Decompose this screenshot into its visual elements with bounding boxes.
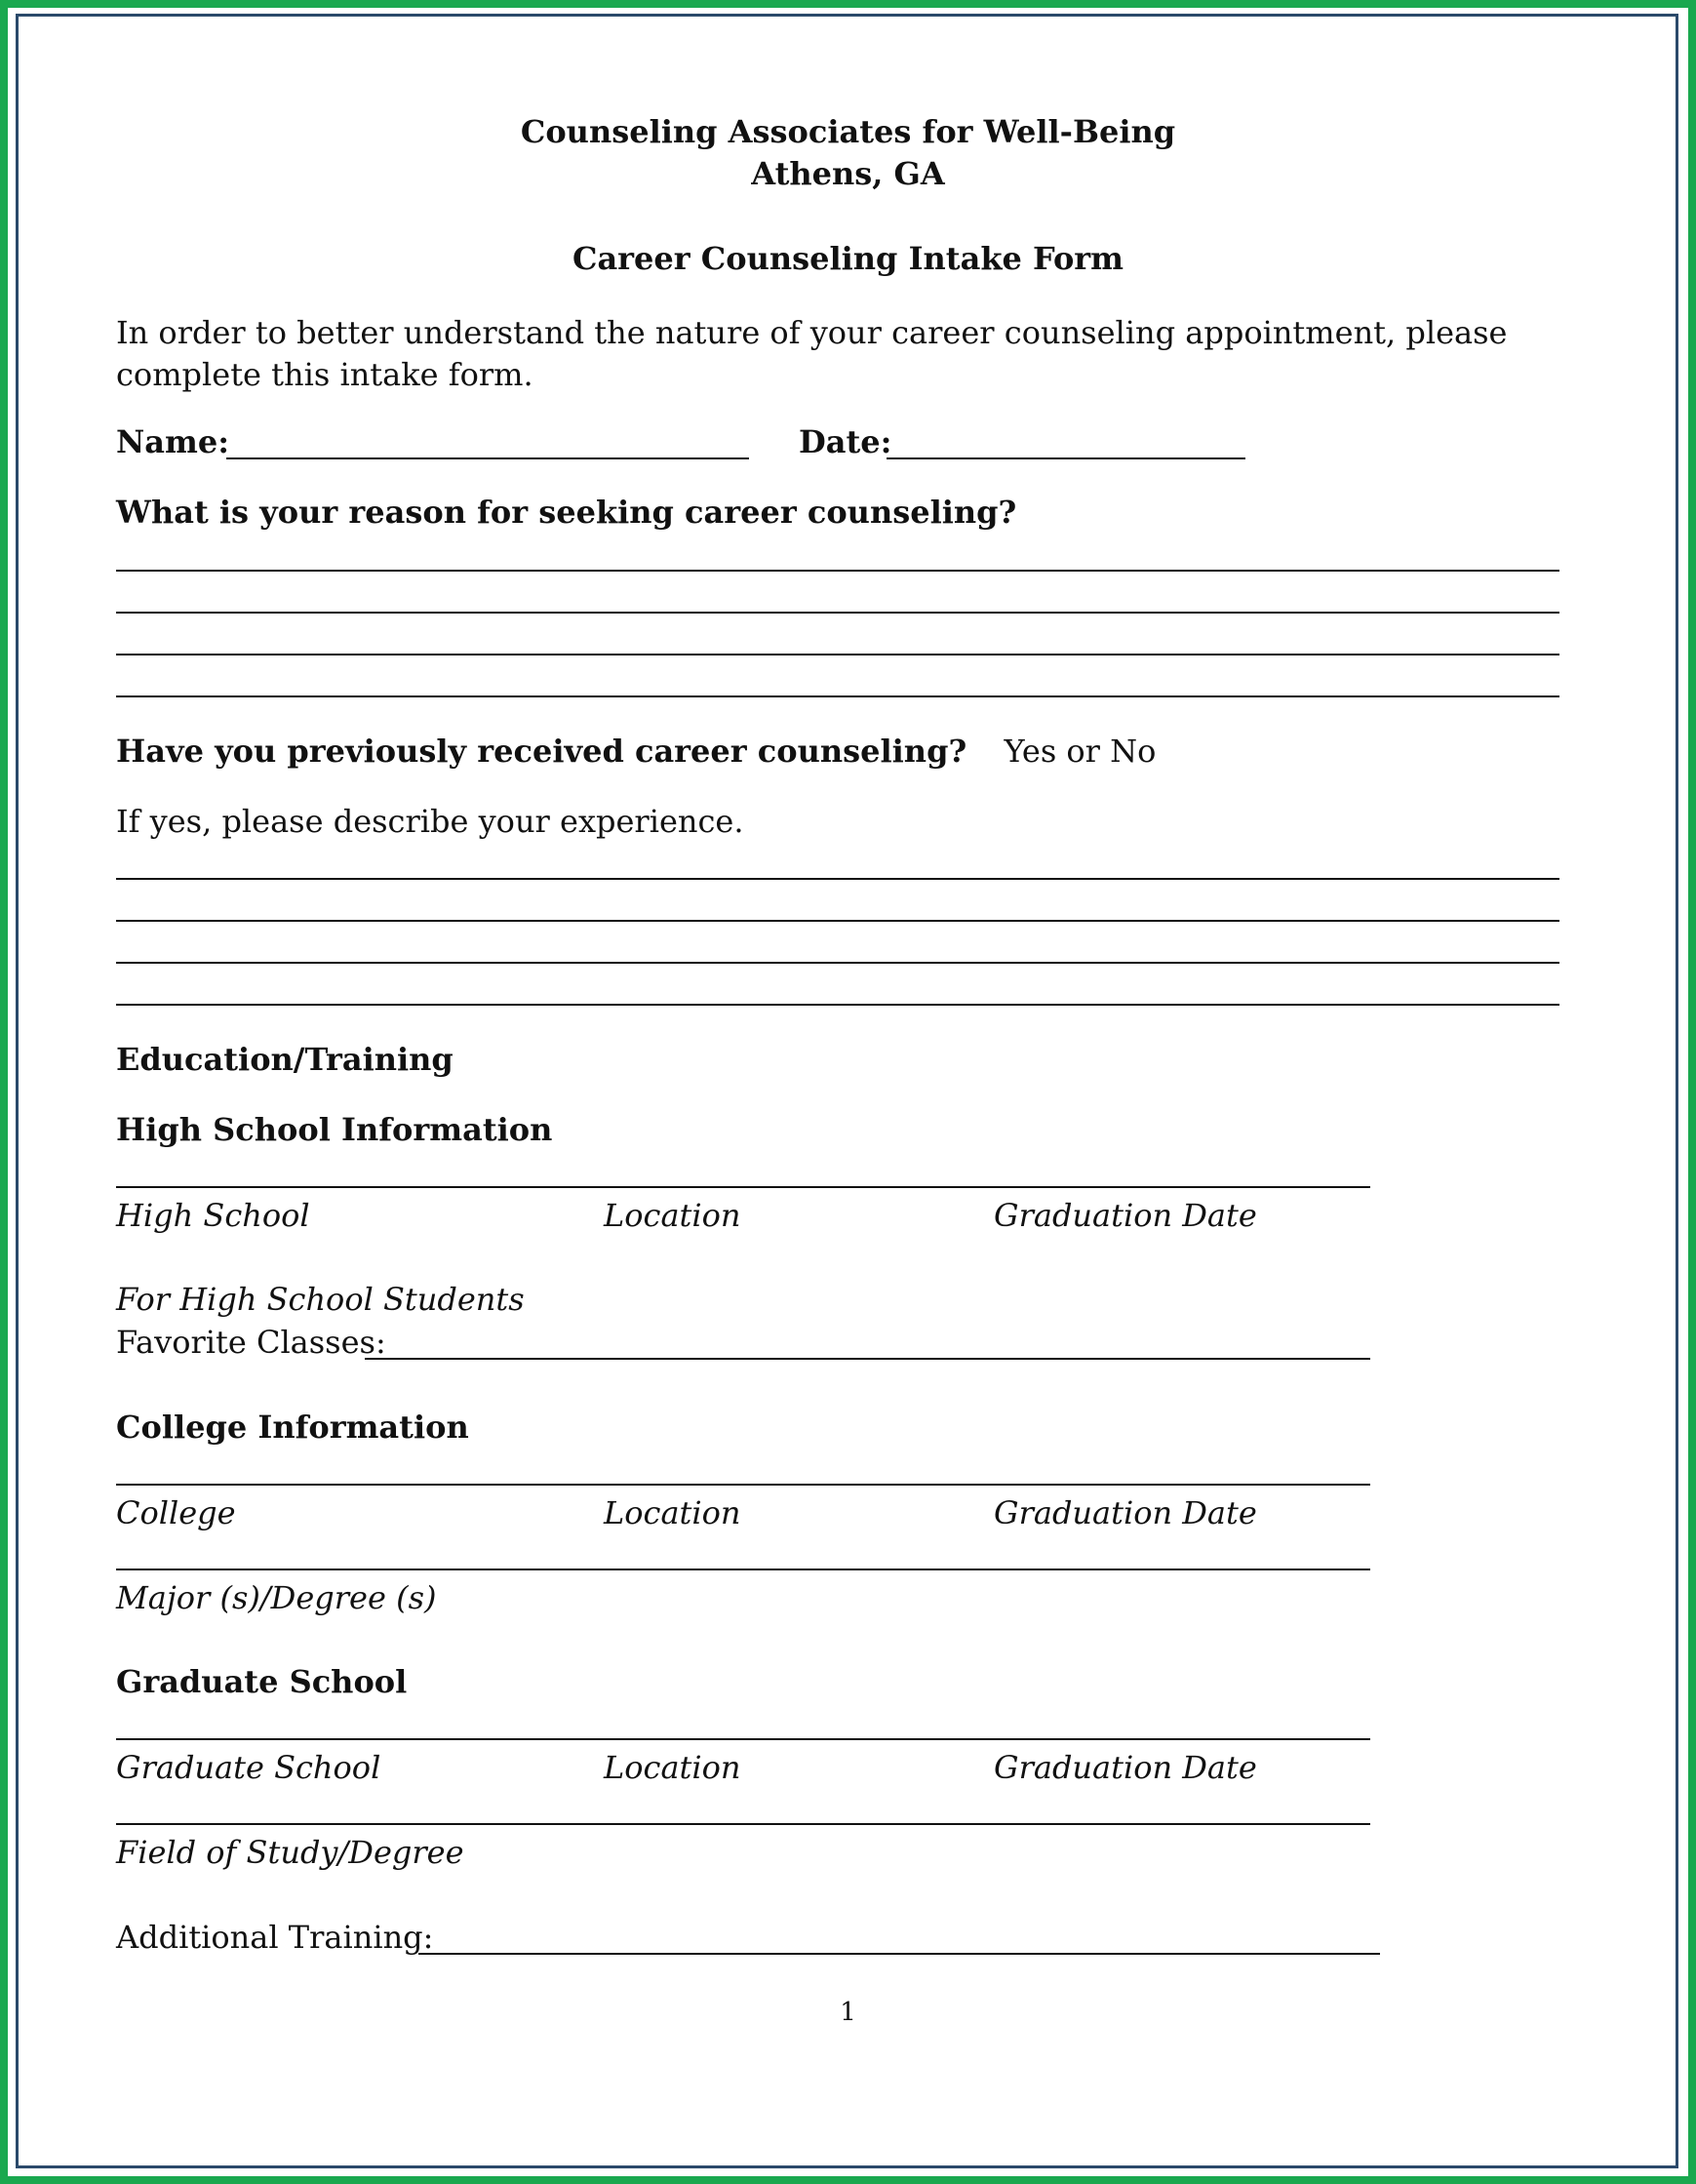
experience-answer-line[interactable] — [116, 962, 1559, 964]
high-school-graduation-label: Graduation Date — [994, 1197, 1257, 1234]
field-of-study-line[interactable] — [116, 1823, 1370, 1825]
college-location-label: Location — [604, 1494, 741, 1531]
experience-answer-line[interactable] — [116, 1004, 1559, 1006]
graduate-graduation-label: Graduation Date — [994, 1749, 1257, 1786]
high-school-field-line[interactable] — [116, 1186, 1370, 1188]
favorite-classes-field[interactable] — [365, 1358, 1370, 1360]
major-field-line[interactable] — [116, 1569, 1370, 1570]
major-label: Major (s)/Degree (s) — [116, 1579, 437, 1616]
college-graduation-label: Graduation Date — [994, 1494, 1257, 1531]
experience-answer-line[interactable] — [116, 920, 1559, 922]
name-field[interactable] — [226, 457, 749, 459]
college-field-line[interactable] — [116, 1484, 1370, 1486]
education-heading: Education/Training — [116, 1041, 454, 1078]
high-school-location-label: Location — [604, 1197, 741, 1234]
reason-answer-line[interactable] — [116, 612, 1559, 614]
previous-question: Have you previously received career counseling? — [116, 733, 967, 770]
graduate-heading: Graduate School — [116, 1663, 408, 1700]
additional-training-field[interactable] — [418, 1953, 1380, 1955]
page-number: 1 — [840, 1998, 856, 2027]
previous-followup: If yes, please describe your experience. — [116, 803, 744, 840]
graduate-col-label: Graduate School — [116, 1749, 381, 1786]
date-label: Date: — [799, 423, 892, 460]
high-school-students-note: For High School Students — [116, 1281, 525, 1318]
org-name: Counseling Associates for Well-Being — [520, 113, 1176, 150]
reason-answer-line[interactable] — [116, 695, 1559, 697]
high-school-col-label: High School — [116, 1197, 310, 1234]
form-title: Career Counseling Intake Form — [572, 240, 1124, 277]
high-school-heading: High School Information — [116, 1111, 553, 1148]
field-of-study-label: Field of Study/Degree — [116, 1834, 464, 1871]
favorite-classes-label: Favorite Classes: — [116, 1324, 386, 1361]
graduate-location-label: Location — [604, 1749, 741, 1786]
reason-answer-line[interactable] — [116, 654, 1559, 655]
graduate-field-line[interactable] — [116, 1738, 1370, 1740]
additional-training-label: Additional Training: — [116, 1919, 434, 1956]
college-heading: College Information — [116, 1409, 469, 1446]
previous-options[interactable]: Yes or No — [1004, 733, 1157, 770]
name-label: Name: — [116, 423, 230, 460]
experience-answer-line[interactable] — [116, 878, 1559, 880]
date-field[interactable] — [887, 457, 1245, 459]
college-col-label: College — [116, 1494, 236, 1531]
reason-question: What is your reason for seeking career counseling? — [116, 494, 1017, 531]
reason-answer-line[interactable] — [116, 570, 1559, 572]
org-location: Athens, GA — [751, 155, 945, 192]
intro-text: In order to better understand the nature of your career counseling appointment, please complete this intake form. — [116, 314, 1508, 393]
